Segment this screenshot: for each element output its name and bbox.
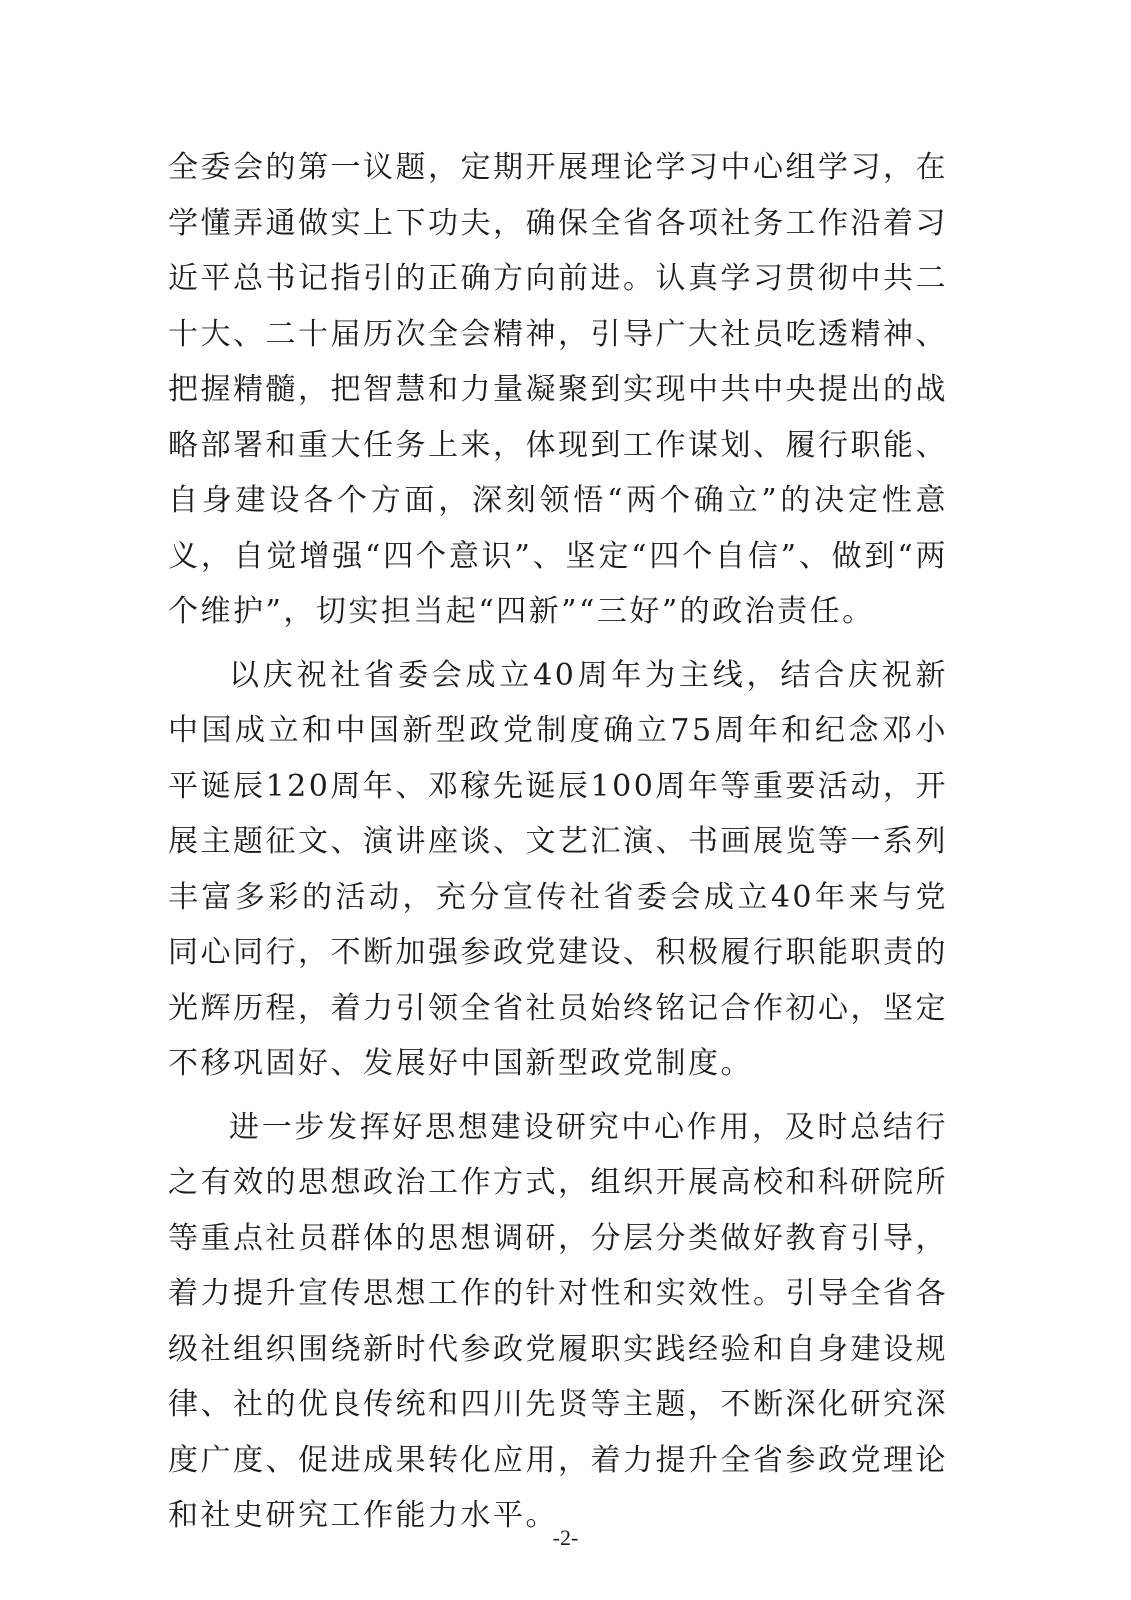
page-number: -2- xyxy=(552,1525,579,1550)
paragraph-3: 进一步发挥好思想建设研究中心作用，及时总结行之有效的思想政治工作方式，组织开展高校和科研院所等重点社员群体的思想调研，分层分类做好教育引导，着力提升宣传思想工作的针对性和实效性。引导全省各级社组织围绕新时代参政党履职实践经验和自身建设规律、社的优良传统和四川先贤等主题，不断深化研究深度广度、促进成果转化应用，着力提升全省参政党理论和社史研究工作能力水平。 xyxy=(168,1109,948,1533)
paragraph-1: 全委会的第一议题，定期开展理论学习中心组学习，在学懂弄通做实上下功夫，确保全省各项社务工作沿着习近平总书记指引的正确方向前进。认真学习贯彻中共二十大、二十届历次全会精神，引导广大社员吃透精神、把握精髓，把智慧和力量凝聚到实现中共中央提出的战略部署和重大任务上来，体现到工作谋划、履行职能、自身建设各个方面，深刻领悟“两个确立”的决定性意义，自觉增强“四个意识”、坚定“四个自信”、做到“两个维护”，切实担当起“四新”“三好”的政治责任。 xyxy=(168,150,948,629)
body-text xyxy=(168,140,948,1544)
paragraph-2: 以庆祝社省委会成立40周年为主线，结合庆祝新中国成立和中国新型政党制度确立75周年和纪念邓小平诞辰120周年、邓稼先诞辰100周年等重要活动，开展主题征文、演讲座谈、文艺汇演、书画展览等一系列丰富多彩的活动，充分宣传社省委会成立40年来与党同心同行，不断加强参政党建设、积极履行职能职责的光辉历程，着力引领全省社员始终铭记合作初心，坚定不移巩固好、发展好中国新型政党制度。 xyxy=(168,657,948,1081)
